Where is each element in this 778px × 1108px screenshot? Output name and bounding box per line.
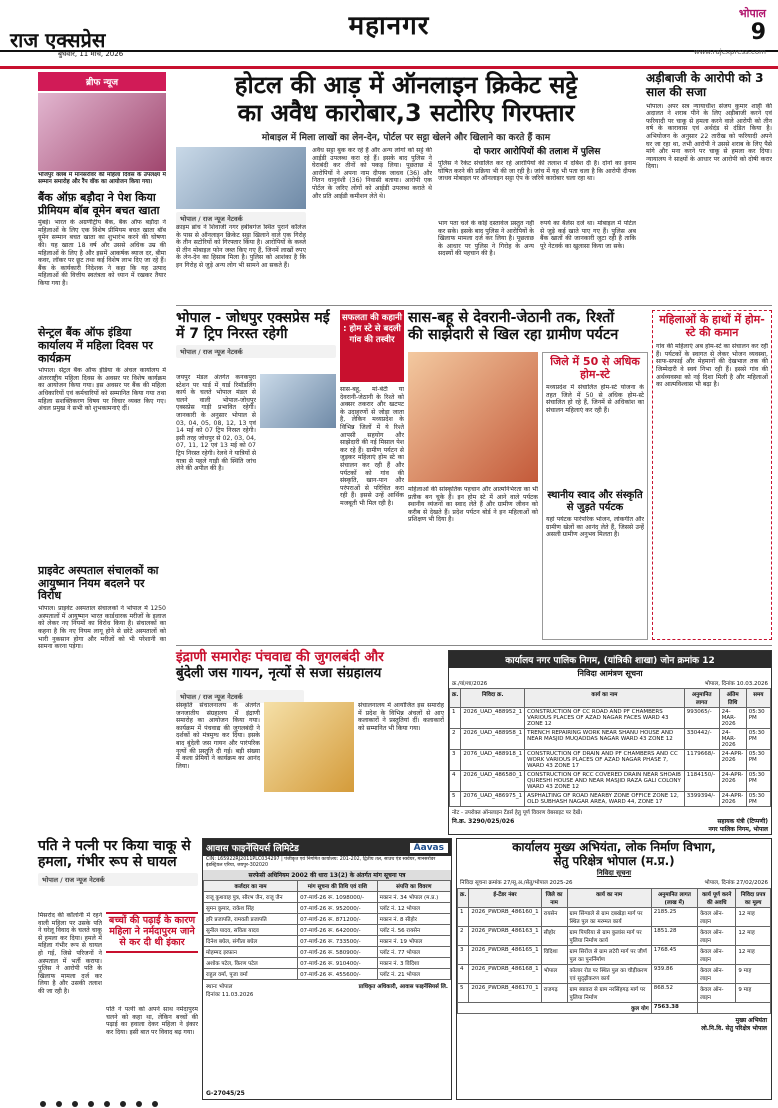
table-cell: 05:30 PM — [746, 771, 770, 792]
table-cell: कोलार रोड पर स्थित पुल का चौड़ीकरण एवं सुदृढ़ीकरण कार्य — [567, 964, 651, 983]
table-cell: 9 माह — [736, 964, 771, 983]
table-cell: केवल ऑन-लाइन — [698, 926, 736, 945]
indrani-byline: भोपाल / राज न्यूज नेटवर्क — [176, 690, 304, 703]
table-header-cell: कार्य का नाम — [567, 888, 651, 907]
table-cell: TRENCH REPAIRING WORK NEAR SHANU HOUSE AND NEAR MASJID MUQADDAS NAGAR WARD 43 ZONE 12 — [525, 729, 685, 750]
table-cell: प्लॉट नं. 56 रायसेन — [377, 925, 450, 936]
train-byline: भोपाल / राज न्यूज नेटवर्क — [176, 345, 336, 358]
table-cell: राहुल वर्मा, पूजा वर्मा — [204, 969, 298, 980]
table-cell: 330442/- — [684, 729, 719, 750]
table-header-cell: मांग सूचना की तिथि एवं राशि — [298, 881, 378, 892]
table-cell: 07-मार्च-26 रू. 871200/- — [298, 914, 378, 925]
table-row — [204, 903, 451, 914]
table-cell: 3 — [458, 945, 469, 964]
table-cell: केवल ऑन-लाइन — [698, 964, 736, 983]
city-label: भोपाल — [738, 7, 766, 20]
table-cell: सुनील यादव, सविता यादव — [204, 925, 298, 936]
lead-subhead-2: दो फरार आरोपियों की तलाश में पुलिस — [473, 147, 601, 157]
brief-photo — [38, 93, 166, 171]
table-header-cell: निविदा क्र. — [461, 689, 525, 708]
lead-headline-line-2: का अवैध कारोबार,3 सटोरिए गिरफ्तार — [237, 98, 575, 127]
table-header-cell: कर्जदार का नाम — [204, 881, 298, 892]
aawas-sign: प्राधिकृत अधिकारी, आवास फाइनेंसियर्स लि. — [358, 984, 448, 990]
table-row — [450, 771, 771, 792]
table-header-cell: समय — [746, 689, 770, 708]
pwd-total: 7563.38 — [651, 1002, 697, 1013]
table-cell: सुमन कुमार, राकेश सिंह — [204, 903, 298, 914]
table-cell: 07-मार्च-26 रू. 455600/- — [298, 969, 378, 980]
knife-byline: भोपाल / राज न्यूज नेटवर्क — [38, 873, 198, 886]
table-cell: 07-मार्च-26 रू. 910400/- — [298, 958, 378, 969]
table-cell: 2026_PWDRB_486165_1 — [469, 945, 541, 964]
table-cell: 24-APR-2026 — [719, 771, 746, 792]
table-cell: CONSTRUCTION OF RCC COVERED DRAIN NEAR SHOAIB QURESHI HOUSE AND NEAR MASJID RAZA GALI COLONY WARD 43 ZONE 12 — [525, 771, 685, 792]
table-cell: 4 — [458, 964, 469, 983]
tourism-headline-line-1: सास-बहू से देवरानी-जेठानी तक, रिश्तों — [408, 310, 615, 326]
table-cell: 24-MAR-2026 — [719, 708, 746, 729]
lead-photo — [176, 147, 306, 209]
table-cell: 939.86 — [651, 964, 697, 983]
table-cell: राजगढ़ — [541, 983, 567, 1002]
table-cell: मकान नं. 8 सीहोर — [377, 914, 450, 925]
table-row — [204, 947, 451, 958]
homestay-count-body: मध्यप्रदेश में संचालित होम-स्टे योजना के तहत जिले में 50 से अधिक होम-स्टे संचालित हो रहे हैं, जिनमें से अधिकांश का संचालन महिलाएं कर रही हैं। — [546, 384, 644, 415]
issue-date: बुधवार, 11 मार्च, 2026 — [58, 50, 124, 58]
table-cell: 24-APR-2026 — [719, 750, 746, 771]
photo-caption: भोजपुर क्लब में मानसरोवर की महिला दिवस के उपलक्ष्य में सम्मान समारोह और रैंप वॉक का आयोजन किया गया। — [38, 172, 166, 185]
table-header-cell: कार्य का नाम — [525, 689, 685, 708]
table-cell: राजू कुशवाह पुत्र, सौरभ जैन, राजू जैन — [204, 892, 298, 903]
table-header-cell: निविदा प्रपत्र का मूल्य — [736, 888, 771, 907]
homestay-count-title: जिले में 50 से अधिक होम-स्टे — [550, 355, 640, 381]
court-body: भोपाल। अपर सत्र न्यायाधीश संजय कुमार शाही की अदालत ने शराब पीने के लिए अड़ीबाजी करने एवं फरियादी पर चाकू से हमला करने वाले आरोपी को तीन वर्ष के कारावास एवं अर्थदंड से दंडित किया है। अभियोजन के अनुसार 22 तारीख को फरियादी अपने घर जा रहा था, तभी आरोपी ने उससे शराब के लिए पैसे मांगे और मना करने पर चाकू से हमला कर दिया। न्यायालय ने साक्ष्यों के आधार पर आरोपी को दोषी करार दिया। — [646, 102, 772, 171]
table-header-cell: अनुमानित लागत (लाख में) — [651, 888, 697, 907]
table-cell: 07-मार्च-26 रू. 733500/- — [298, 936, 378, 947]
table-cell: 2 — [450, 729, 461, 750]
pwd-table — [457, 888, 771, 1014]
table-cell: प्लॉट नं. 77 भोपाल — [377, 947, 450, 958]
table-cell: 07-मार्च-26 रू. 1098000/- — [298, 892, 378, 903]
table-cell: हरि प्रजापति, रामवती प्रजापति — [204, 914, 298, 925]
aawas-place: स्थानः भोपाल — [206, 984, 233, 990]
aawas-date: दिनांकः 11.03.2026 — [206, 992, 254, 998]
table-cell: सीहोर — [541, 926, 567, 945]
table-row — [204, 925, 451, 936]
table-cell: 2026_UAD_488952_1 — [461, 708, 525, 729]
tourism-photo — [408, 352, 538, 482]
women-homestay-body: गांव की महिलाएं अब होम-स्टे का संचालन कर रही हैं। पर्यटकों के स्वागत से लेकर भोजन व्यवस्था, साफ-सफाई और मेहमानों की देखभाल तक की जिम्मेदारी वे स्वयं निभा रही हैं। इससे गांव की अर्थव्यवस्था को नई दिशा मिली है और महिलाओं का आत्मविश्वास भी बढ़ा है। — [656, 343, 768, 389]
table-cell: 12 माह — [736, 907, 771, 926]
women-homestay-box — [652, 310, 772, 640]
tourism-headline-line-2: की साझेदारी से खिल रहा ग्रामीण पर्यटन — [408, 326, 619, 343]
table-row — [450, 729, 771, 750]
table-cell: अशोक पटेल, किरण पटेल — [204, 958, 298, 969]
pwd-title-line-1: कार्यालय मुख्य अभियंता, लोक निर्माण विभाग, — [512, 840, 716, 854]
tender-note: नोट - उपरोक्त ऑनलाइन टेंडर्स हेतु पूर्ण विवरण वेबसाइट पर देखें। — [452, 810, 583, 816]
table-row — [450, 708, 771, 729]
table-cell: मोहम्मद इरफ़ान — [204, 947, 298, 958]
indrani-body: संस्कृति संचालनालय के अंतर्गत जनजातीय संग्रहालय में इंद्राणी समारोह का आयोजन किया गया। कार्यक्रम में पंचवाद्य की जुगलबंदी ने दर्शकों को मंत्रमुग्ध कर दिया। इसके बाद बुंदेली जस गायन और पारंपरिक नृत्यों की प्रस्तुति दी गई। बड़ी संख्या में कला प्रेमियों ने कार्यक्रम का आनंद लिया। — [176, 702, 260, 770]
divider — [176, 305, 772, 306]
train-story — [176, 310, 336, 640]
knife-story — [38, 838, 198, 1100]
table-header-cell: कार्य पूर्ण करने की अवधि — [698, 888, 736, 907]
table-cell: 05:30 PM — [746, 729, 770, 750]
table-cell: 07-मार्च-26 रू. 952000/- — [298, 903, 378, 914]
table-header-cell: अनुमानित लागत — [684, 689, 719, 708]
table-cell: 9 माह — [736, 983, 771, 1002]
table-row — [204, 914, 451, 925]
tender-table — [449, 688, 771, 807]
table-cell: 05:30 PM — [746, 792, 770, 807]
knife-body-2: पति ने पत्नी को अपने साथ नर्मदापुरम चलने को कहा था, लेकिन बच्चों की पढ़ाई का हवाला देकर महिला ने इंकार कर दिया। इसी बात पर विवाद बढ़ गया। — [106, 1006, 198, 1036]
brief-headline-2: सेन्ट्रल बैंक ऑफ इंडिया कार्यालय में महिला दिवस पर कार्यक्रम — [38, 326, 153, 365]
lead-byline: भोपाल / राज न्यूज नेटवर्क — [176, 212, 306, 225]
tourism-body: सास-बहू, मां-बेटी या देवरानी-जेठानी के रिश्ते को अक्सर तकरार और खटपट के उदाहरणों से जोड़ा जाता है, लेकिन मध्यप्रदेश के विभिन्न जिलों में ये रिश्ते आपसी सहयोग और साझेदारी की नई मिसाल पेश कर रहे हैं। ग्रामीण पर्यटन से जुड़कर महिलाएं होम स्टे का संचालन कर रही हैं और पर्यटकों को गांव की संस्कृति, खान-पान और परंपराओं से परिचित करा रही हैं। इससे उन्हें आर्थिक मजबूती भी मिल रही है। — [340, 386, 404, 507]
table-cell: मकान नं. 19 भोपाल — [377, 936, 450, 947]
table-row — [458, 945, 771, 964]
brief-body-1: मुंबई। भारत के अग्रणीट्रीय बैंक, बैंक ऑफ बड़ौदा ने महिलाओं के लिए एक विशेष प्रीमियम बचत खाता बॉब वूमेन सम्मान बचत खाता का शुभारंभ करने की घोषणा की। यह खाता 18 वर्ष और उससे अधिक उम्र की महिलाओं के लिए है और इसमें आकर्षक ब्याज दर, बीमा कवर, लॉकर पर छूट तथा कई विशेष लाभ दिए जा रहे हैं। बैंक के कार्यकारी निदेशक ने कहा कि यह उत्पाद महिलाओं की वित्तीय स्वतंत्रता को ध्यान में रखकर तैयार किया गया है। — [38, 219, 166, 288]
table-cell: 2185.25 — [651, 907, 697, 926]
knife-headline: पति ने पत्नी पर किया चाकू से हमला, गंभीर रूप से घायल — [38, 838, 191, 871]
table-cell: 5 — [450, 792, 461, 807]
table-cell: CONSTRUCTION OF DRAIN AND PF CHAMBERS AND CC WORK VARIOUS PLACES OF AZAD NAGAR PHASE 7, WARD 43 ZONE 17 — [525, 750, 685, 771]
table-header-cell: जिले का नाम — [541, 888, 567, 907]
aawas-table — [203, 880, 451, 980]
table-row — [458, 907, 771, 926]
train-headline: भोपाल - जोधपुर एक्सप्रेस मई में 7 ट्रिप निरस्त रहेगी — [176, 310, 330, 343]
table-cell: 868.52 — [651, 983, 697, 1002]
table-cell: 1184150/- — [684, 771, 719, 792]
success-tag-text: सफलता की कहानी : होम स्टे से बदली गांव की तस्वीर — [342, 313, 402, 345]
indrani-headline-line-1: इंद्राणी समारोहः पंचवाद्य की जुगलबंदी और — [176, 649, 384, 665]
table-cell: 3399394/- — [684, 792, 719, 807]
table-header-cell: क्र. — [450, 689, 461, 708]
tender-title: कार्यालय नगर पालिक निगम, (यांत्रिकी शाखा) जोन क्रमांक 12 — [449, 651, 771, 668]
pwd-date: भोपाल, दिनांक 27/02/2026 — [704, 879, 768, 886]
pwd-notice-head: निविदा सूचना — [596, 868, 632, 877]
aawas-title: आवास फाइनेंसियर्स लिमिटेड — [206, 844, 299, 854]
indrani-body-2: संचालनालय में आयोजित इस समारोह में प्रदेश के विभिन्न अंचलों से आए कलाकारों ने प्रस्तुतियां दीं। कलाकारों को सम्मानित भी किया गया। — [358, 702, 444, 732]
indrani-story — [176, 650, 444, 835]
table-cell: CONSTRUCTION OF CC ROAD AND PF CHAMBERS VARIOUS PLACES OF AZAD NAGAR FACES WARD 43 ZONE 12 — [525, 708, 685, 729]
pwd-title-line-2: सेतु परिक्षेत्र भोपाल (म.प्र.) — [553, 853, 675, 868]
knife-pull-quote: बच्चों की पढ़ाई के कारण महिला ने नर्मदापुरम जाने से कर दी थी इंकार — [106, 912, 198, 953]
brief-headline-3: प्राइवेट अस्पताल संचालकों का आयुष्मान नियम बदलने पर विरोध — [38, 564, 159, 603]
tourism-body-2: महिलाओं की सांस्कृतिक पहचान और आत्मनिर्भरता का भी प्रतीक बन चुके हैं। इन होम स्टे में आने वाले पर्यटक स्थानीय व्यंजनों का स्वाद लेते हैं और ग्रामीण जीवन को करीब से देखते हैं। प्रदेश पर्यटन बोर्ड ने इन महिलाओं को प्रशिक्षण भी दिया है। — [408, 486, 538, 524]
aawas-code: G-27045/25 — [206, 1090, 245, 1097]
tender-sign-2: नगर पालिक निगम, भोपाल — [708, 826, 768, 833]
indrani-headline-line-2: बुंदेली जस गायन, नृत्यों से सजा संग्रहालय — [176, 664, 382, 681]
table-cell: 2026_UAD_486580_1 — [461, 771, 525, 792]
table-row — [204, 892, 451, 903]
table-cell: 1768.45 — [651, 945, 697, 964]
table-cell: 2026_PWDRB_486160_1 — [469, 907, 541, 926]
table-cell: केवल ऑन-लाइन — [698, 907, 736, 926]
table-cell: 12 माह — [736, 945, 771, 964]
table-header-cell: ई-टेंडर नंबर — [469, 888, 541, 907]
train-body: जयपुर मंडल अंतर्गत कनकपुरा स्टेशन पर यार्ड में यार्ड रिमॉडलिंग कार्य के चलते भोपाल मंडल से चलने वाली भोपाल-जोधपुर एक्सप्रेस गाड़ी प्रभावित रहेगी। जानकारी के अनुसार भोपाल से 03, 04, 05, 08, 12, 13 एवं 14 मई को 07 ट्रिप निरस्त रहेगी। इसी तरह जोधपुर से 02, 03, 04, 07, 11, 12 एवं 13 मई को 07 ट्रिप निरस्त रहेगी। रेलवे ने यात्रियों से यात्रा से पहले गाड़ी की स्थिति जांच लेने की अपील की है। — [176, 374, 256, 473]
table-cell: 1 — [450, 708, 461, 729]
table-cell: ग्राम पिपरिया से ग्राम कुलांस मार्ग पर पुलिया निर्माण कार्य — [567, 926, 651, 945]
lead-subhead: मोबाइल में मिला लाखों का लेन-देन, पोर्टल पर सट्टा खेलने और खिलाने का करते हैं काम — [261, 133, 551, 144]
local-flavour-body: यहां पर्यटक पारंपरिक भोजन, लोकगीत और ग्रामीण खेलों का आनंद लेते हैं, जिससे उन्हें असली ग्रामीण अनुभव मिलता है। — [546, 516, 644, 539]
table-cell: प्लॉट नं. 21 भोपाल — [377, 969, 450, 980]
table-cell: 2026_PWDRB_486163_1 — [469, 926, 541, 945]
table-cell: 24-MAR-2026 — [719, 729, 746, 750]
table-cell: भोपाल — [541, 964, 567, 983]
table-cell: 4 — [450, 771, 461, 792]
local-flavour-title: स्थानीय स्वाद और संस्कृति से जुड़ते पर्यटक — [547, 490, 643, 513]
table-header-cell: अंतिम तिथि — [719, 689, 746, 708]
pwd-sign-2: लो.नि.वि. सेतु परिक्षेत्र भोपाल — [701, 1024, 767, 1032]
table-cell: 07-मार्च-26 रू. 580900/- — [298, 947, 378, 958]
aawas-logo: Aavas — [410, 843, 448, 853]
knife-body: मिसरोद की कॉलोनी में रहने वाली महिला पर उसके पति ने घरेलू विवाद के चलते चाकू से हमला कर दिया। हमले में महिला गंभीर रूप से घायल हो गई, जिसे परिजनों ने अस्पताल में भर्ती कराया। पुलिस ने आरोपी पति के खिलाफ मामला दर्ज कर लिया है और उसकी तलाश की जा रही है। — [38, 912, 102, 995]
aawas-notice-title: सरफेसी अधिनियम 2002 की धारा 13(2) के अंतर्गत मांग सूचना पत्र — [203, 870, 451, 880]
table-row — [204, 958, 451, 969]
divider — [176, 645, 772, 646]
table-row — [450, 792, 771, 807]
table-cell: 2026_UAD_488958_1 — [461, 729, 525, 750]
homestay-count-box — [542, 352, 648, 640]
lead-column-4: भाग पता चले के कोई दस्तावेज प्रस्तुत नहीं कर सके। इसके बाद पुलिस ने आरोपियों के खिलाफ मामला दर्ज कर लिया है। पूछताछ के आधार पर पुलिस ने गिरोह के अन्य सदस्यों की पहचान की है। — [438, 220, 534, 258]
table-cell: 05:30 PM — [746, 708, 770, 729]
lead-column-2: अवैध सट्टा बुक कर रहे हैं और अन्य लोगों को सट्टे की आईडी उपलब्ध करा रहे हैं। इसके बाद पुलिस ने घेराबंदी कर तीनों को पकड़ लिया। पूछताछ में आरोपियों ने अपना नाम दीपक जाधव (36) और नितन धानुवंशी (36) निवासी बताया। आरोपी एक पोर्टल के जरिए लोगों को आईडी उपलब्ध कराते थे और प्रति आईडी कमीशन लेते थे। — [312, 147, 432, 200]
train-photo — [260, 374, 336, 428]
table-row — [458, 983, 771, 1002]
table-cell: ग्राम सिंग्याले से ग्राम दबखेड़ा मार्ग पर स्थित पुल का मरम्मत कार्य — [567, 907, 651, 926]
table-cell: केवल ऑन-लाइन — [698, 945, 736, 964]
table-cell: 5 — [458, 983, 469, 1002]
brief-body-3: भोपाल। प्राइवेट अस्पताल संचालकों ने भोपाल में 1250 अस्पतालों में आयुष्मान भारत कार्डधारक मरीजों के इलाज को लेकर नए नियमों का विरोध किया है। संचालकों का कहना है कि नए नियम लागू होने से छोटे अस्पतालों को भारी नुकसान होगा और मरीजों को भी परेशानी का सामना करना पड़ेगा। — [38, 605, 166, 651]
table-row — [458, 926, 771, 945]
table-cell: 2026_PWDRB_486168_1 — [469, 964, 541, 983]
lead-column-1: क्राइम ब्रांच ने शिवाजी नगर हबीबगंज स्थित पुराने कॉलेज के पास से ऑनलाइन क्रिकेट सट्टा खिलाने वाले एक गिरोह के तीन सटोरियों को गिरफ्तार किया है। आरोपियों के कब्जे से तीन मोबाइल फोन जब्त किए गए हैं, जिनमें लाखों रुपए के लेन-देन का हिसाब मिला है। पुलिस को आशंका है कि इन गिरोह से जुड़े अन्य लोग भी सामने आ सकते हैं। — [176, 224, 306, 269]
table-row — [204, 936, 451, 947]
lead-story — [176, 72, 636, 302]
table-cell: केवल ऑन-लाइन — [698, 983, 736, 1002]
pwd-sign: मुख्य अभियंता — [735, 1016, 767, 1024]
brief-body-2: भोपाल। सेंट्रल बैंक ऑफ इंडिया के अंचल कार्यालय में अंतरराष्ट्रीय महिला दिवस के अवसर पर विशेष कार्यक्रम का आयोजन किया गया। इस अवसर पर बैंक की महिला अधिकारियों एवं कर्मचारियों को सम्मानित किया गया तथा महिला सशक्तिकरण विषय पर विचार व्यक्त किए गए। अंचल प्रमुख ने सभी को शुभकामनाएं दीं। — [38, 367, 166, 413]
tender-ref: क्र./यां/शा/2026 — [452, 681, 488, 687]
court-headline: अड़ीबाजी के आरोपी को 3 साल की सजा — [646, 71, 764, 99]
print-registration-marks — [40, 1101, 740, 1107]
pwd-notice — [456, 838, 772, 1100]
page-number: 9 — [750, 20, 766, 45]
court-story — [646, 72, 772, 302]
table-cell: 12 माह — [736, 926, 771, 945]
table-cell: 2 — [458, 926, 469, 945]
divider — [0, 66, 778, 69]
table-header-cell: संपत्ति का विवरण — [377, 881, 450, 892]
pwd-notice-no: निविदा सूचना क्रमांक 27/सू.अ./सेतु/भोपाल 2025-26 — [460, 879, 573, 886]
table-cell: मकान नं. 34 भोपाल (म.प्र.) — [377, 892, 450, 903]
table-cell: 993065/- — [684, 708, 719, 729]
table-cell: रायसेन — [541, 907, 567, 926]
indrani-photo — [264, 702, 354, 792]
lead-column-5: रुपये का बैलेंस दर्ज था। मोबाइल में पोर्टल से जुड़े कई खाते पाए गए हैं। पुलिस अब बैंक खातों की जानकारी जुटा रही है ताकि पूरे नेटवर्क का खुलासा किया जा सके। — [540, 220, 636, 250]
table-row — [458, 964, 771, 983]
pwd-total-label: कुल योग — [458, 1002, 652, 1013]
table-cell: ग्राम ब्यावरा से ग्राम नरसिंहगढ़ मार्ग पर पुलिया निर्माण — [567, 983, 651, 1002]
brief-headline-1: बैंक ऑफ़ बड़ौदा ने पेश किया प्रीमियम बॉब वूमेन बचत खाता — [38, 191, 160, 217]
table-cell: 2026_PWDRB_486170_1 — [469, 983, 541, 1002]
table-cell: मकान नं. 3 विदिशा — [377, 958, 450, 969]
table-cell: विदिशा — [541, 945, 567, 964]
table-header-cell: क्र. — [458, 888, 469, 907]
tender-date: भोपाल, दिनांक 10.03.2026 — [704, 681, 768, 687]
table-cell: 1 — [458, 907, 469, 926]
table-cell: 24-APR-2026 — [719, 792, 746, 807]
women-homestay-headline: महिलाओं के हाथों में होम-स्टे की कमान — [659, 313, 765, 339]
table-cell: 2076_UAD_486975_1 — [461, 792, 525, 807]
table-cell: 07-मार्च-26 रू. 642000/- — [298, 925, 378, 936]
website-link[interactable]: www.rajexpress.com — [693, 48, 766, 56]
brief-news-tag: ब्रीफ न्यूज — [38, 72, 166, 91]
newspaper-brand: राज एक्सप्रेस — [10, 28, 106, 52]
table-cell: दिनेश बघेल, संगीता बघेल — [204, 936, 298, 947]
table-cell: 1851.28 — [651, 926, 697, 945]
aawas-sub: CIN: L65922RJ2011PLC034297 | पंजीकृत एवं निगमित कार्यालय: 201-202, द्वितीय तल, साउथ एंड स्क्वेयर, मानसरोवर इंडस्ट्रियल एरिया, जयपुर-302020 — [206, 857, 436, 868]
tender-subtitle: निविदा आमंत्रण सूचना — [577, 669, 643, 678]
success-tag — [340, 310, 404, 382]
table-row — [204, 969, 451, 980]
table-cell: 3 — [450, 750, 461, 771]
table-cell: 05:30 PM — [746, 750, 770, 771]
lead-headline-line-1: होटल की आड़ में ऑनलाइन क्रिकेट सट्टे — [234, 71, 578, 99]
table-cell: 1179668/- — [684, 750, 719, 771]
tender-notice — [448, 650, 772, 835]
table-row — [450, 750, 771, 771]
table-cell: ASPHALTING OF ROAD NEARBY ZONE OFFICE ZONE 12, OLD SUBHASH NAGAR AREA, WARD 44, ZONE 17 — [525, 792, 685, 807]
table-cell: 2076_UAD_488918_1 — [461, 750, 525, 771]
table-cell: ग्राम सिरोंज से ग्राम लटेरी मार्ग पर जीर्ण पुल का पुनर्निर्माण — [567, 945, 651, 964]
table-cell: प्लॉट नं. 12 भोपाल — [377, 903, 450, 914]
section-title: महानगर — [348, 11, 430, 41]
lead-column-3: पुलिस ने रैकेट संचालित कर रहे आरोपियों की तलाश में दबिश दी है। दोनों का इनाम घोषित करने की प्रक्रिया भी की जा रही है। जांच में यह भी पता चला है कि आरोपी दीपक जाधव मोबाइल पर ऑनलाइन सट्टा ऐप के जरिये कारोबार चला रहा था। — [438, 160, 636, 183]
aawas-notice — [202, 838, 452, 1100]
tender-ro: नि.क्र. 3290/025/026 — [452, 818, 515, 825]
tender-sign: सहायक यंत्री (टिप्पणी) — [717, 818, 768, 825]
